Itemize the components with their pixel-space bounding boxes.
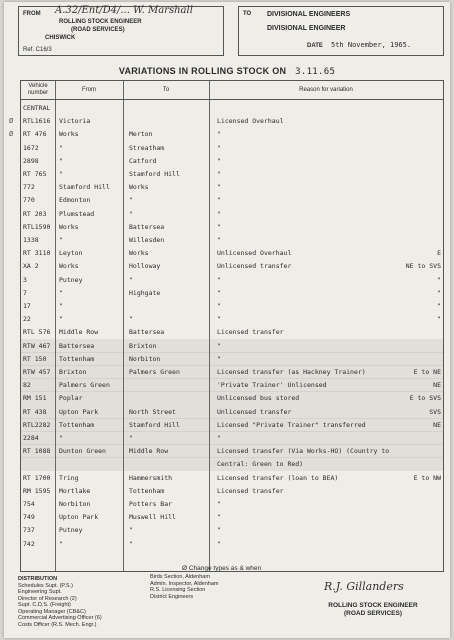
to-line2: DIVISIONAL ENGINEER [267, 25, 346, 32]
cell-region: " [437, 288, 441, 297]
distribution-item: Birds Section, Aldenham [150, 574, 210, 580]
footer [18, 565, 438, 634]
cell-from: Dunton Green [59, 447, 106, 456]
cell-from: Poplar [59, 394, 83, 403]
cell-vehicle: 2898 [23, 156, 39, 165]
cell-from: Works [59, 130, 79, 139]
cell-reason: " [217, 354, 221, 363]
cell-vehicle: RTL1616 [23, 117, 51, 126]
table-row [21, 431, 443, 445]
signature-text: R.J. Gillanders [324, 580, 404, 593]
cell-reason: " [217, 288, 221, 297]
cell-reason: Central: Green to Red) [217, 460, 304, 469]
cell-reason: " [217, 302, 221, 310]
cell-reason: " [217, 143, 221, 152]
cell-from: Norbiton [59, 500, 91, 508]
from-label: FROM [23, 11, 41, 17]
cell-from: " [59, 315, 63, 324]
cell-vehicle: RTW 457 [23, 368, 51, 376]
table-row [21, 180, 443, 194]
distribution-item: DISTRIBUTION [18, 576, 58, 582]
table-row [9, 127, 443, 141]
page-title [4, 66, 450, 77]
cell-reason: Licensed "Private Trainer" transferred [217, 420, 366, 429]
cell-from: Brixton [59, 368, 87, 376]
cell-vehicle: RT 1088 [23, 447, 51, 456]
cell-to: Palmers Green [129, 368, 180, 376]
cell-vehicle: 17 [23, 302, 31, 310]
cell-vehicle: 770 [23, 196, 35, 205]
cell-from: " [59, 539, 63, 548]
cell-region: E to SVS [409, 394, 441, 403]
cell-vehicle: 7 [23, 288, 27, 297]
cell-to: " [129, 315, 133, 324]
cell-reason: " [217, 500, 221, 508]
cell-to: Brixton [129, 341, 157, 350]
table-row [21, 471, 443, 485]
cell-from: Tottenham [59, 354, 95, 363]
table-row [9, 114, 443, 128]
cell-reason: Unlicensed Overhaul [217, 249, 292, 258]
col-header-vehicle: Vehicle number [27, 83, 49, 96]
table-row [21, 444, 443, 458]
cell-to: Stamford Hill [129, 170, 180, 178]
signature [320, 576, 430, 598]
to-line1: DIVISIONAL ENGINEERS [267, 11, 351, 18]
row-tick: Ø [9, 117, 14, 126]
cell-reason: " [217, 222, 221, 231]
cell-to: Muswell Hill [129, 513, 176, 522]
cell-region: SVS [429, 407, 441, 416]
table-row [21, 418, 443, 432]
cell-from: " [59, 170, 63, 178]
table-row [21, 220, 443, 234]
cell-from: Upton Park [59, 407, 99, 416]
cell-to: " [129, 526, 133, 535]
cell-region: " [437, 315, 441, 324]
cell-to: Stamford Hill [129, 420, 180, 429]
from-line2: (ROAD SERVICES) [71, 27, 125, 33]
cell-vehicle: 22 [23, 315, 31, 324]
table-row [21, 141, 443, 155]
cell-vehicle: RTL2282 [23, 420, 51, 429]
distribution-item: Engineering Supt. [18, 589, 62, 595]
cell-region: E to NW [413, 473, 441, 482]
cell-reason: Licensed transfer [217, 486, 284, 495]
distribution-item: Supt. C.D.S. (Freight) [18, 602, 71, 608]
cell-to: Battersea [129, 222, 165, 231]
cell-reason: " [217, 196, 221, 205]
cell-region: E [437, 249, 441, 258]
stamp-line2: (ROAD SERVICES) [343, 610, 403, 617]
cell-vehicle: 82 [23, 381, 31, 390]
cell-vehicle: 3 [23, 275, 27, 284]
cell-from: Battersea [59, 341, 95, 350]
cell-from: Works [59, 222, 79, 231]
table-row [21, 457, 443, 471]
cell-from: " [59, 143, 63, 152]
cell-region: NE [433, 420, 441, 429]
cell-reason: Licensed transfer (loan to BEA) [217, 473, 339, 482]
to-box [238, 6, 444, 56]
distribution-item: Director of Research (2) [18, 595, 77, 602]
cell-vehicle: RT 1700 [23, 473, 51, 482]
table-row [21, 497, 443, 511]
cell-to: Merton [129, 130, 153, 139]
cell-vehicle: RT 476 [23, 130, 47, 139]
cell-reason: " [217, 236, 221, 244]
cell-vehicle: 754 [23, 500, 35, 508]
cell-vehicle: 1672 [23, 143, 39, 152]
table-row [21, 259, 443, 273]
cell-from: Middle Row [59, 328, 99, 337]
cell-vehicle: RT 438 [23, 407, 47, 416]
cell-reason: " [217, 341, 221, 350]
cell-vehicle: RTL1590 [23, 222, 51, 231]
cell-reason: " [217, 434, 221, 442]
cell-reason: " [217, 156, 221, 165]
table-row [21, 312, 443, 326]
table-row [21, 523, 443, 537]
table-row [21, 167, 443, 181]
cell-vehicle: 2284 [23, 434, 39, 442]
cell-vehicle: RT 3110 [23, 249, 51, 258]
cell-reason: Licensed transfer (Via Works-HO) (Country to [217, 447, 390, 456]
cell-region: E to NE [413, 368, 441, 376]
cell-from: " [59, 236, 63, 244]
title-text: VARIATIONS IN ROLLING STOCK ON [118, 66, 287, 76]
cell-reason: " [217, 130, 221, 139]
table-row [21, 273, 443, 287]
change-note: Ø Change types as & when [182, 565, 262, 572]
cell-from: Leyton [59, 249, 83, 258]
cell-reason: " [217, 526, 221, 535]
cell-reason: " [217, 183, 221, 192]
reference: Ref. C16/3 [23, 47, 52, 53]
cell-region: NE to SVS [405, 262, 441, 271]
cell-reason: Licensed Overhaul [217, 117, 284, 126]
cell-to: Norbiton [129, 354, 161, 363]
cell-from: Stamford Hill [59, 183, 110, 192]
cell-to: Hammersmith [129, 473, 173, 482]
from-line3: CHISWICK [45, 35, 76, 41]
cell-vehicle: RTL 576 [23, 328, 51, 337]
table-row [21, 193, 443, 207]
cell-reason: " [217, 275, 221, 284]
row-tick: Ø [9, 130, 14, 139]
distribution-item: District Engineers [150, 593, 194, 600]
handwritten-note: A.32/Ent/D4/... W. Marshall [55, 5, 193, 16]
cell-from: Victoria [59, 117, 91, 126]
cell-to: Battersea [129, 328, 165, 337]
cell-vehicle: 742 [23, 539, 35, 548]
col-header-to: To [162, 87, 170, 93]
cell-reason: " [217, 539, 221, 548]
table-row [21, 510, 443, 524]
table-row [21, 391, 443, 405]
title-date: 3.11.65 [295, 67, 336, 77]
cell-vehicle: RM 1595 [23, 486, 51, 495]
distribution-item: Admin. Inspector, Aldenham [150, 580, 219, 587]
date-label: DATE [307, 43, 323, 49]
cell-from: Plumstead [59, 209, 95, 218]
table-row [21, 207, 443, 221]
to-label: TO [243, 11, 252, 17]
distribution-item: Commercial Advertising Officer (6) [18, 615, 102, 621]
cell-from: Edmonton [59, 196, 91, 205]
cell-to: Willesden [129, 236, 165, 244]
table-row [21, 299, 443, 313]
col-header-from: From [82, 87, 96, 93]
cell-reason: Unlicensed transfer [217, 407, 292, 416]
cell-vehicle: RT 765 [23, 170, 47, 178]
cell-reason: " [217, 513, 221, 522]
cell-vehicle: 772 [23, 183, 35, 192]
table-row [21, 101, 443, 115]
cell-from: Tottenham [59, 420, 95, 429]
cell-vehicle: RM 151 [23, 394, 47, 403]
variations-table [9, 80, 444, 572]
cell-to: Middle Row [129, 447, 169, 456]
distribution-list [18, 576, 102, 628]
cell-region: " [437, 302, 441, 310]
cell-from: Tring [59, 473, 79, 482]
table-row [21, 537, 443, 551]
table-row [21, 233, 443, 247]
document-sheet [4, 2, 450, 638]
cell-to: " [129, 539, 133, 548]
distribution-item: Operating Manager (CB&C) [18, 608, 86, 615]
cell-vehicle: 749 [23, 513, 35, 522]
cell-vehicle: RT 203 [23, 209, 47, 218]
from-box [18, 6, 224, 56]
cell-vehicle: CENTRAL [23, 104, 51, 112]
cell-to: Potters Bar [129, 500, 173, 508]
table-row [21, 286, 443, 300]
cell-reason: Unlicensed transfer [217, 262, 292, 271]
table-row [21, 484, 443, 498]
cell-vehicle: RTW 467 [23, 341, 51, 350]
cell-to: Works [129, 249, 149, 258]
cell-region: NE [433, 381, 441, 390]
distribution-item: Costs Officer (R.S. Mech. Engr.) [18, 621, 97, 628]
cell-from: Putney [59, 275, 83, 284]
table-row [21, 365, 443, 379]
cell-vehicle: XA 2 [23, 262, 39, 271]
cell-from: " [59, 156, 63, 165]
table-row [21, 405, 443, 419]
cell-to: Catford [129, 156, 157, 165]
distribution-item: Schedules Supt. (P.S.) [18, 582, 73, 589]
cell-from: Palmers Green [59, 381, 110, 390]
cell-vehicle: 737 [23, 526, 35, 535]
cell-to: " [129, 209, 133, 218]
cell-reason: Unlicensed bus stored [217, 394, 300, 403]
stamp-line1: ROLLING STOCK ENGINEER [328, 602, 418, 609]
cell-to: Works [129, 183, 149, 192]
from-line1: ROLLING STOCK ENGINEER [59, 19, 142, 25]
col-header-reason: Reason for variation [299, 87, 353, 93]
cell-to: Tottenham [129, 486, 165, 495]
cell-reason: " [217, 209, 221, 218]
cell-to: " [129, 434, 133, 442]
cell-vehicle: 1338 [23, 236, 39, 244]
cell-to: North Street [129, 407, 176, 416]
distribution-item: R.S. Licensing Section [150, 587, 206, 593]
cell-from: " [59, 288, 63, 297]
cell-reason: " [217, 315, 221, 324]
cell-reason: " [217, 170, 221, 178]
issuer-stamp [314, 602, 432, 618]
cell-from: Works [59, 262, 79, 271]
cell-reason: Licensed transfer [217, 328, 284, 337]
date-value: 5th November, 1965. [331, 41, 412, 49]
cell-to: Highgate [129, 288, 161, 297]
table-row [21, 154, 443, 168]
cell-region: " [437, 275, 441, 284]
cell-to: Streatham [129, 143, 165, 152]
cell-from: Upton Park [59, 513, 99, 522]
table-row [21, 246, 443, 260]
cell-from: " [59, 434, 63, 442]
table-row [21, 352, 443, 366]
distribution-list-2 [150, 574, 218, 600]
cell-vehicle: RT 150 [23, 354, 47, 363]
cell-from: Mortlake [59, 486, 91, 495]
table-row [21, 325, 443, 339]
cell-to: " [129, 196, 133, 205]
table-row [21, 339, 443, 353]
cell-reason: Licensed transfer (as Hackney Trainer) [217, 368, 366, 376]
header-rule [21, 99, 443, 100]
cell-from: " [59, 302, 63, 310]
cell-from: Putney [59, 526, 83, 535]
table-row [21, 378, 443, 392]
cell-to: Holloway [129, 262, 161, 271]
cell-to: " [129, 275, 133, 284]
cell-reason: 'Private Trainer' Unlicensed [217, 381, 327, 390]
